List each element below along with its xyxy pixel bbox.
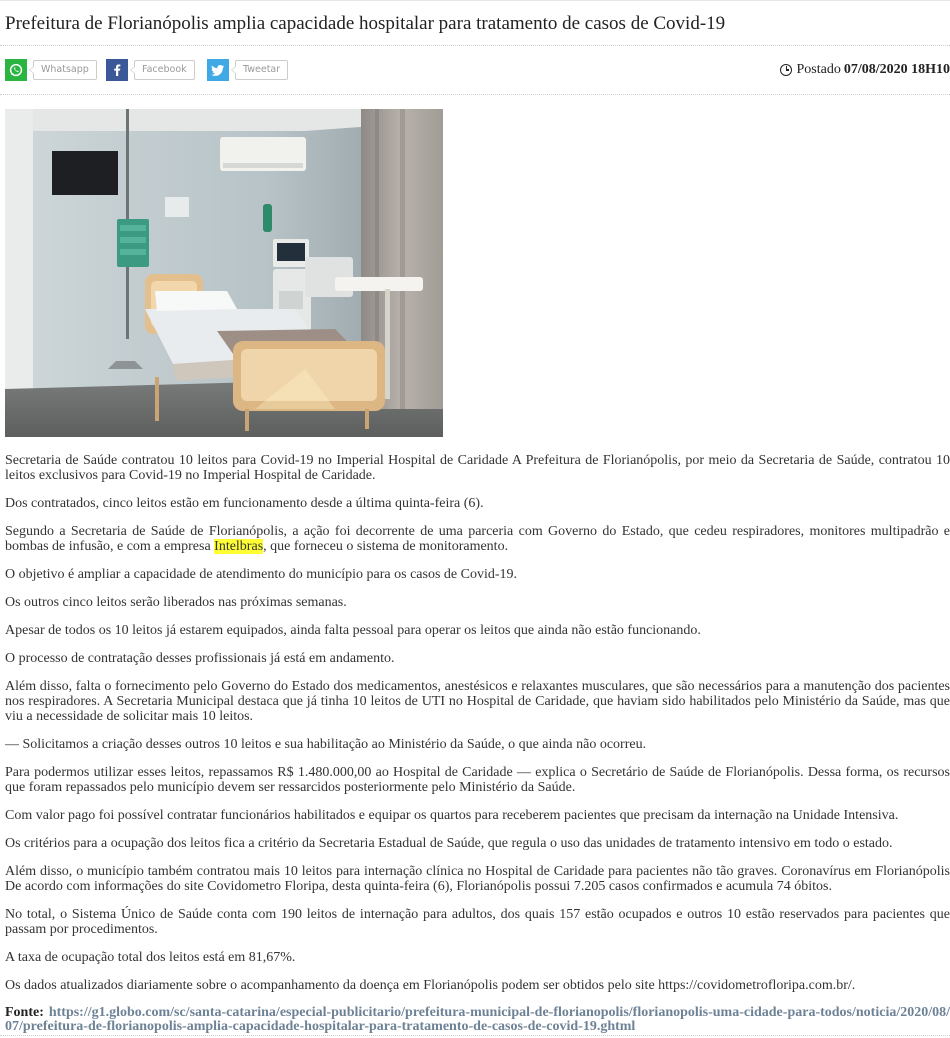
paragraph-intro: Secretaria de Saúde contratou 10 leitos para Covid-19 no Imperial Hospital de Caridade A Prefeitura de Florianópolis, por meio da Secretaria de Saúde, contratou 10 leitos exclusivos para Covid-19 no Imperial Hospital de Caridade. [5, 453, 950, 483]
paragraph-contracted: Dos contratados, cinco leitos estão em funcionamento desde a última quinta-feira (6). [5, 496, 484, 511]
highlighted-company: Intelbras [214, 539, 264, 554]
source-label: Fonte: [5, 1005, 44, 1020]
posted-date [780, 62, 950, 77]
paragraph-equipped: Apesar de todos os 10 leitos já estarem equipados, ainda falta pessoal para operar os leitos que ainda não estão funcionando. [5, 623, 701, 638]
whatsapp-icon [5, 59, 27, 81]
twitter-share-button[interactable] [207, 59, 288, 81]
paragraph-occupancy: A taxa de ocupação total dos leitos está em 81,67%. [5, 950, 296, 965]
paragraph-resources: Para podermos utilizar esses leitos, repassamos R$ 1.480.000,00 ao Hospital de Caridade — explica o Secretário de Saúde de Florianópolis. Dessa forma, os recursos que foram repassados pelo município devem ser ressarcidos posteriormente pelo Ministério da Saúde. [5, 765, 950, 795]
title-divider [0, 45, 950, 46]
partnership-text-after: , que forneceu o sistema de monitoramento. [263, 539, 509, 554]
whatsapp-share-button[interactable] [5, 59, 97, 81]
posted-date-value: 07/08/2020 18H10 [843, 62, 950, 77]
paragraph-criteria: Os critérios para a ocupação dos leitos fica a critério da Secretaria Estadual de Saúde, que regula o uso das unidades de tratamento intensivo em todo o estado. [5, 836, 893, 851]
paragraph-staff: Com valor pago foi possível contratar funcionários habilitados e equipar os quartos para receberem pacientes que precisam da internação na Unidade Intensiva. [5, 808, 899, 823]
article-title: Prefeitura de Florianópolis amplia capacidade hospitalar para tratamento de casos de Covid-19 [5, 13, 726, 34]
paragraph-objective: O objetivo é ampliar a capacidade de atendimento do município para os casos de Covid-19. [5, 567, 518, 582]
top-border [0, 0, 950, 1]
paragraph-partnership [5, 524, 950, 554]
twitter-icon [207, 59, 229, 81]
whatsapp-share-label: Whatsapp [33, 60, 97, 80]
paragraph-data-source: Os dados atualizados diariamente sobre o acompanhamento da doença em Florianópolis podem ser obtidos pelo site https://covidometrofloripa.com.br/. [5, 978, 856, 993]
twitter-share-label: Tweetar [235, 60, 288, 80]
paragraph-quote: — Solicitamos a criação desses outros 10 leitos e sua habilitação ao Ministério da Saúde, o que ainda não ocorreu. [5, 737, 647, 752]
paragraph-clinical-beds: Além disso, o município também contratou mais 10 leitos para internação clínica no Hospital de Caridade para pacientes não tão graves. Coronavírus em Florianópolis De acordo com informações do site Covidometro Floripa, desta quinta-feira (6), Florianópolis possui 7.205 casos confirmados e acumula 74 óbitos. [5, 864, 950, 894]
facebook-share-button[interactable] [106, 59, 195, 81]
paragraph-medication: Além disso, falta o fornecimento pelo Governo do Estado dos medicamentos, anestésicos e relaxantes musculares, que são necessários para a manutenção dos pacientes nos respiradores. A Secretaria Municipal destaca que já tinha 10 leitos de UTI no Hospital de Caridade, que haviam sido habilitados pelo Ministério da Saúde, mas que viu a necessidade de solicitar mais 10 leitos. [5, 679, 950, 724]
hospital-room-photo [5, 109, 443, 437]
partnership-text-before: Segundo a Secretaria de Saúde de Florianópolis, a ação foi decorrente de uma parceria com Governo do Estado, que cedeu respiradores, monitores multipadrão e bombas de infusão, e com a empresa [5, 524, 950, 554]
paragraph-hiring: O processo de contratação desses profissionais já está em andamento. [5, 651, 395, 666]
article-body [5, 453, 950, 1034]
source-link[interactable]: https://g1.globo.com/sc/santa-catarina/especial-publicitario/prefeitura-municipal-de-florianopolis/florianopolis-uma-cidade-para-todos/noticia/2020/08/07/prefeitura-de-florianopolis-amplia-capacidade-hospitalar-para-tratamento-de-casos-de-covid-19.ghtml [5, 1005, 950, 1034]
posted-label: Postado [796, 62, 841, 77]
paragraph-total-beds: No total, o Sistema Único de Saúde conta com 190 leitos de internação para adultos, dos quais 157 estão ocupados e outros 10 estão reservados para pacientes que passam por procedimentos. [5, 907, 950, 937]
bottom-divider [0, 1035, 950, 1036]
meta-divider [0, 94, 950, 95]
clock-icon [780, 64, 792, 76]
source-line [5, 1006, 950, 1034]
paragraph-other-beds: Os outros cinco leitos serão liberados nas próximas semanas. [5, 595, 347, 610]
facebook-icon [106, 59, 128, 81]
facebook-share-label: Facebook [134, 60, 195, 80]
